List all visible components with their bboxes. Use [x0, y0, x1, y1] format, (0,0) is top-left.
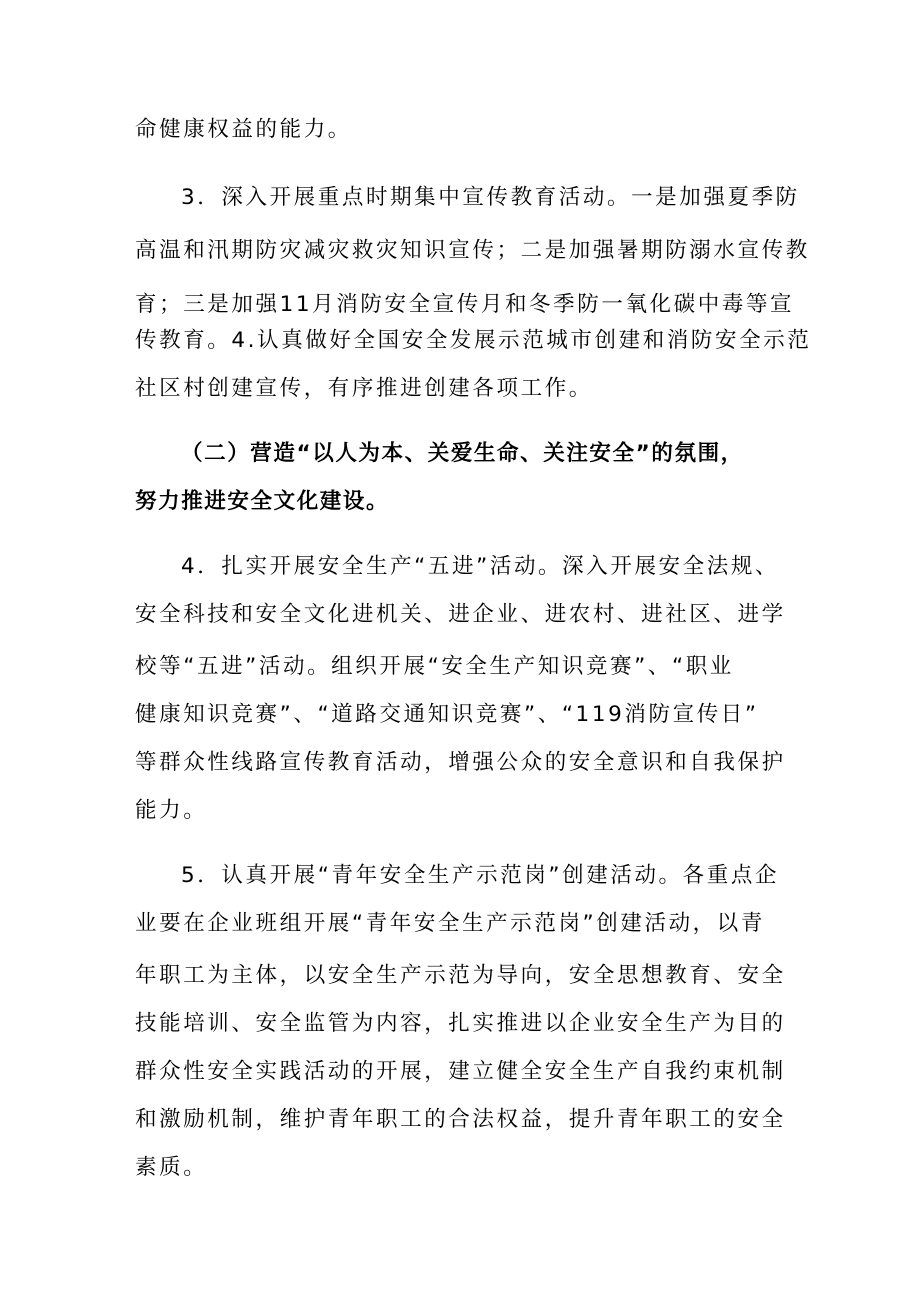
- section-heading-line: 努力推进安全文化建设。: [135, 489, 390, 514]
- paragraph-4-line: 4．扎实开展安全生产“五进”活动。深入开展安全法规、: [181, 554, 780, 579]
- paragraph-3-line: 3．深入开展重点时期集中宣传教育活动。一是加强夏季防: [181, 185, 800, 210]
- paragraph-3-line: 社区村创建宣传，有序推进创建各项工作。: [135, 376, 593, 401]
- paragraph-5-line: 年职工为主体，以安全生产示范为导向，安全思想教育、安全: [135, 963, 786, 988]
- paragraph-5-line: 5．认真开展“青年安全生产示范岗”创建活动。各重点企: [181, 863, 780, 888]
- paragraph-continuation-line: 命健康权益的能力。: [135, 117, 352, 142]
- paragraph-5-line: 群众性安全实践活动的开展，建立健全安全生产自我约束机制: [135, 1059, 786, 1084]
- paragraph-4-line: 能力。: [135, 798, 208, 823]
- paragraph-3-line: 传教育。4.认真做好全国安全发展示范城市创建和消防安全示范: [135, 328, 812, 353]
- paragraph-4-line: 健康知识竞赛”、“道路交通知识竞赛”、“119消防宣传日”: [135, 702, 759, 727]
- section-heading-line: （二）营造“以人为本、关爱生命、关注安全”的氛围，: [181, 441, 744, 466]
- paragraph-4-line: 等群众性线路宣传教育活动，增强公众的安全意识和自我保护: [135, 750, 786, 775]
- paragraph-3-line: 育；三是加强11月消防安全宣传月和冬季防一氧化碳中毒等宣: [135, 292, 795, 317]
- paragraph-5-line: 和激励机制，维护青年职工的合法权益，提升青年职工的安全: [135, 1107, 786, 1132]
- paragraph-5-line: 素质。: [135, 1155, 208, 1180]
- paragraph-4-line: 校等“五进”活动。组织开展“安全生产知识竞赛”、“职业: [135, 654, 734, 679]
- paragraph-3-line: 高温和汛期防灾减灾救灾知识宣传；二是加强暑期防溺水宣传教: [135, 238, 810, 263]
- paragraph-4-line: 安全科技和安全文化进机关、进企业、进农村、进社区、进学: [135, 602, 786, 627]
- paragraph-5-line: 技能培训、安全监管为内容，扎实推进以企业安全生产为目的: [135, 1011, 786, 1036]
- paragraph-5-line: 业要在企业班组开展“青年安全生产示范岗”创建活动，以青: [135, 911, 765, 936]
